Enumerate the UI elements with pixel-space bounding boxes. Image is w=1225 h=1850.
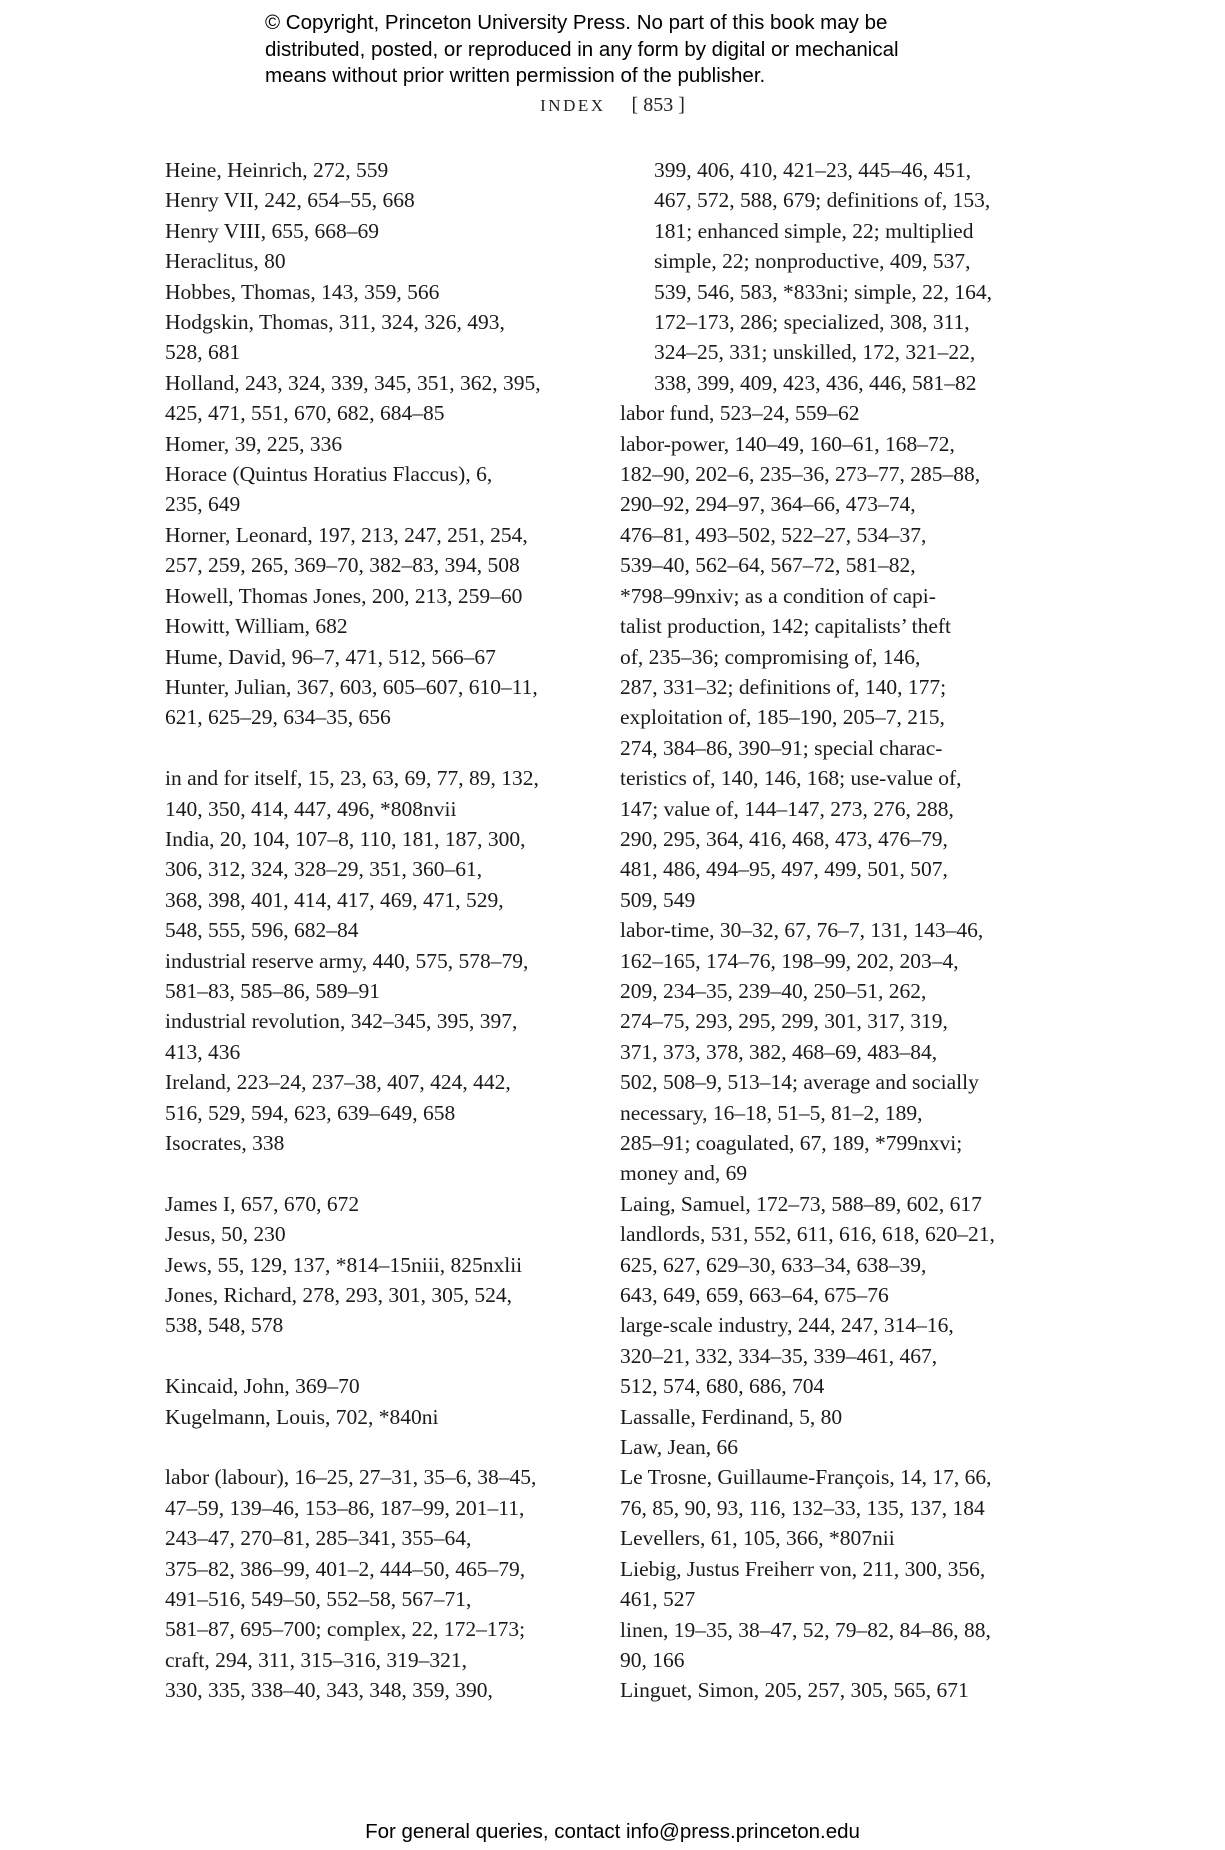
index-entry: [620, 1402, 1045, 1432]
index-entry-line: Kincaid, John, 369–70: [165, 1374, 360, 1399]
section-gap: [165, 1432, 605, 1462]
page-number: [ 853 ]: [631, 94, 685, 116]
index-entry-line: industrial revolution, 342–345, 395, 397,: [165, 1009, 518, 1034]
index-entry-line: 306, 312, 324, 328–29, 351, 360–61,: [165, 857, 483, 882]
index-entry: [165, 824, 605, 946]
index-entry: [165, 672, 605, 733]
index-entry: [165, 1067, 605, 1128]
index-entry-line: exploitation of, 185–190, 205–7, 215,: [620, 705, 945, 730]
index-entry-line: 491–516, 549–50, 552–58, 567–71,: [165, 1587, 472, 1612]
index-entry-line: 181; enhanced simple, 22; multiplied: [654, 218, 974, 243]
index-entry-line: large-scale industry, 244, 247, 314–16,: [620, 1313, 954, 1338]
index-entry-line: 621, 625–29, 634–35, 656: [165, 705, 391, 730]
index-entry-line: 481, 486, 494–95, 497, 499, 501, 507,: [620, 857, 948, 882]
index-entry-line: of, 235–36; compromising of, 146,: [620, 644, 921, 669]
index-entry: [165, 1128, 605, 1158]
index-entry-line: 368, 398, 401, 414, 417, 469, 471, 529,: [165, 887, 504, 912]
index-entry-line: labor-time, 30–32, 67, 76–7, 131, 143–46,: [620, 918, 984, 943]
index-entry-line: 476–81, 493–502, 522–27, 534–37,: [620, 522, 927, 547]
index-entry: [165, 1006, 605, 1067]
index-entry-line: Lassalle, Ferdinand, 5, 80: [620, 1404, 843, 1429]
index-entry-line: 539, 546, 583, *833ni; simple, 22, 164,: [654, 279, 993, 304]
section-label: INDEX: [540, 96, 606, 115]
index-entry-line: 285–91; coagulated, 67, 189, *799nxvi;: [620, 1131, 963, 1155]
index-entry: [165, 642, 605, 672]
index-entry-line: Jews, 55, 129, 137, *814–15niii, 825nxlii: [165, 1252, 523, 1277]
index-entry-line: Homer, 39, 225, 336: [165, 431, 343, 456]
index-entry-line: 371, 373, 378, 382, 468–69, 483–84,: [620, 1039, 938, 1064]
running-head: [0, 94, 1225, 117]
index-entry-line: 502, 508–9, 513–14; average and socially: [620, 1070, 979, 1095]
index-entry-line: 140, 350, 414, 447, 496, *808nvii: [165, 796, 457, 821]
index-entry-line: 538, 548, 578: [165, 1313, 284, 1338]
index-entry-line: 581–83, 585–86, 589–91: [165, 978, 380, 1003]
index-entry-line: landlords, 531, 552, 611, 616, 618, 620–21,: [620, 1222, 995, 1247]
index-entry: [165, 246, 605, 276]
index-entry: [165, 277, 605, 307]
index-entry-line: 209, 234–35, 239–40, 250–51, 262,: [620, 978, 927, 1003]
index-entry-line: 257, 259, 265, 369–70, 382–83, 394, 508: [165, 553, 520, 578]
index-entry-line: craft, 294, 311, 315–316, 319–321,: [165, 1647, 467, 1672]
index-entry-line: Howitt, William, 682: [165, 614, 348, 639]
index-entry-line: 76, 85, 90, 93, 116, 132–33, 135, 137, 184: [620, 1495, 985, 1520]
index-entry-line: Ireland, 223–24, 237–38, 407, 424, 442,: [165, 1070, 511, 1095]
copyright-notice: [265, 10, 1025, 90]
index-entry: [165, 1402, 605, 1432]
index-entry: [620, 1615, 1045, 1676]
index-entry-line: Liebig, Justus Freiherr von, 211, 300, 356,: [620, 1556, 986, 1581]
index-entry-line: Heine, Heinrich, 272, 559: [165, 158, 389, 182]
index-entry: [165, 1189, 605, 1219]
index-entry-line: 243–47, 270–81, 285–341, 355–64,: [165, 1526, 472, 1551]
index-entry: [165, 1219, 605, 1249]
section-gap: [165, 733, 605, 763]
index-entry: [165, 1462, 605, 1705]
index-entry-line: 287, 331–32; definitions of, 140, 177;: [620, 674, 947, 699]
index-entry: [620, 1523, 1045, 1553]
index-entry-line: 338, 399, 409, 423, 436, 446, 581–82: [654, 370, 977, 395]
index-entry: [165, 1280, 605, 1341]
index-entry-line: 399, 406, 410, 421–23, 445–46, 451,: [654, 158, 972, 182]
index-entry-line: Horace (Quintus Horatius Flaccus), 6,: [165, 462, 493, 487]
index-entry-line: 516, 529, 594, 623, 639–649, 658: [165, 1100, 456, 1125]
index-entry: [620, 1675, 1045, 1705]
index-entry-line: Hume, David, 96–7, 471, 512, 566–67: [165, 644, 496, 669]
index-entry: [620, 1432, 1045, 1462]
index-entry-line: 235, 649: [165, 492, 241, 517]
index-entry-line: 330, 335, 338–40, 343, 348, 359, 390,: [165, 1678, 493, 1703]
index-entry-line: 147; value of, 144–147, 273, 276, 288,: [620, 796, 954, 821]
index-entry-line: 324–25, 331; unskilled, 172, 321–22,: [654, 340, 976, 365]
index-entry-line: 539–40, 562–64, 567–72, 581–82,: [620, 553, 916, 578]
index-entry-line: Jesus, 50, 230: [165, 1222, 286, 1247]
index-entry-line: linen, 19–35, 38–47, 52, 79–82, 84–86, 88,: [620, 1617, 991, 1642]
index-entry: [165, 307, 605, 368]
index-entry-line: 274–75, 293, 295, 299, 301, 317, 319,: [620, 1009, 948, 1034]
index-entry-continuation: [620, 155, 1045, 398]
copyright-line: © Copyright, Princeton University Press. No part of this book may be: [265, 11, 888, 34]
index-entry: [620, 398, 1045, 428]
index-entry-line: 548, 555, 596, 682–84: [165, 918, 359, 943]
index-entry-line: 320–21, 332, 334–35, 339–461, 467,: [620, 1343, 938, 1368]
index-entry-line: in and for itself, 15, 23, 63, 69, 77, 89, 132,: [165, 766, 539, 791]
index-entry-line: 509, 549: [620, 887, 696, 912]
index-entry-line: 90, 166: [620, 1647, 685, 1672]
index-entry-line: India, 20, 104, 107–8, 110, 181, 187, 300,: [165, 826, 526, 851]
index-entry-line: money and, 69: [620, 1161, 748, 1186]
index-entry-line: labor-power, 140–49, 160–61, 168–72,: [620, 431, 955, 456]
index-entry-line: James I, 657, 670, 672: [165, 1191, 360, 1216]
index-entry-line: Hunter, Julian, 367, 603, 605–607, 610–11,: [165, 674, 538, 699]
index-entry-line: 290–92, 294–97, 364–66, 473–74,: [620, 492, 916, 517]
index-entry-line: 425, 471, 551, 670, 682, 684–85: [165, 401, 445, 426]
index-column-right: [620, 155, 1045, 1706]
index-entry-line: 162–165, 174–76, 198–99, 202, 203–4,: [620, 948, 959, 973]
index-entry: [620, 1310, 1045, 1401]
index-entry-line: 413, 436: [165, 1039, 241, 1064]
index-entry-line: 47–59, 139–46, 153–86, 187–99, 201–11,: [165, 1495, 525, 1520]
copyright-line: means without prior written permission of the publisher.: [265, 64, 766, 87]
index-entry-line: talist production, 142; capitalists’ theft: [620, 614, 951, 639]
index-column-left: [165, 155, 605, 1706]
index-entry-line: Levellers, 61, 105, 366, *807nii: [620, 1526, 895, 1551]
index-entry: [620, 1554, 1045, 1615]
index-entry-line: 467, 572, 588, 679; definitions of, 153,: [654, 188, 991, 213]
index-entry-line: 172–173, 286; specialized, 308, 311,: [654, 310, 970, 335]
index-entry: [165, 368, 605, 429]
index-entry-line: Law, Jean, 66: [620, 1435, 739, 1460]
index-entry: [165, 581, 605, 611]
index-entry-line: 528, 681: [165, 340, 241, 365]
index-entry-line: 581–87, 695–700; complex, 22, 172–173;: [165, 1617, 526, 1642]
index-entry-line: Howell, Thomas Jones, 200, 213, 259–60: [165, 583, 523, 608]
index-entry: [620, 429, 1045, 916]
footer-contact: For general queries, contact info@press.princeton.edu: [365, 1820, 860, 1843]
index-entry-line: Linguet, Simon, 205, 257, 305, 565, 671: [620, 1678, 969, 1703]
index-entry: [165, 459, 605, 520]
index-entry-line: labor fund, 523–24, 559–62: [620, 401, 860, 426]
index-entry-line: 461, 527: [620, 1587, 696, 1612]
section-gap: [165, 1341, 605, 1371]
index-entry: [620, 1189, 1045, 1219]
index-entry: [165, 520, 605, 581]
index-entry-line: Henry VII, 242, 654–55, 668: [165, 188, 415, 213]
index-entry: [165, 763, 605, 824]
index-entry-line: 290, 295, 364, 416, 468, 473, 476–79,: [620, 826, 948, 851]
index-entry: [165, 1371, 605, 1401]
index-entry-line: 182–90, 202–6, 235–36, 273–77, 285–88,: [620, 462, 981, 487]
index-entry-line: Heraclitus, 80: [165, 249, 286, 274]
index-entry-line: simple, 22; nonproductive, 409, 537,: [654, 249, 971, 274]
index-entry: [165, 1250, 605, 1280]
index-entry-line: Le Trosne, Guillaume-François, 14, 17, 66,: [620, 1465, 992, 1490]
index-entry-line: Holland, 243, 324, 339, 345, 351, 362, 395,: [165, 370, 541, 395]
index-entry-line: Isocrates, 338: [165, 1130, 285, 1155]
index-entry-line: necessary, 16–18, 51–5, 81–2, 189,: [620, 1100, 923, 1125]
index-entry-line: 643, 649, 659, 663–64, 675–76: [620, 1283, 889, 1308]
index-entry: [620, 1219, 1045, 1310]
index-entry: [620, 1462, 1045, 1523]
index-entry-line: industrial reserve army, 440, 575, 578–79,: [165, 948, 529, 973]
index-entry-line: 625, 627, 629–30, 633–34, 638–39,: [620, 1252, 927, 1277]
index-entry-line: Hobbes, Thomas, 143, 359, 566: [165, 279, 440, 304]
index-entry-line: Laing, Samuel, 172–73, 588–89, 602, 617: [620, 1191, 982, 1216]
index-entry-line: *798–99nxiv; as a condition of capi-: [620, 583, 936, 608]
index-entry-line: Henry VIII, 655, 668–69: [165, 218, 379, 243]
index-entry: [165, 946, 605, 1007]
index-entry-line: 512, 574, 680, 686, 704: [620, 1374, 825, 1399]
index-entry: [165, 611, 605, 641]
index-entry-line: Horner, Leonard, 197, 213, 247, 251, 254,: [165, 522, 528, 547]
index-entry: [620, 915, 1045, 1189]
index-entry-line: Kugelmann, Louis, 702, *840ni: [165, 1404, 439, 1429]
index-entry: [165, 429, 605, 459]
index-entry: [165, 155, 605, 185]
index-entry-line: teristics of, 140, 146, 168; use-value of,: [620, 766, 962, 791]
index-entry-line: 375–82, 386–99, 401–2, 444–50, 465–79,: [165, 1556, 526, 1581]
index-entry-line: Jones, Richard, 278, 293, 301, 305, 524,: [165, 1283, 512, 1307]
index-entry: [165, 185, 605, 215]
index-entry-line: 274, 384–86, 390–91; special charac-: [620, 735, 943, 760]
section-gap: [165, 1158, 605, 1188]
index-entry-line: labor (labour), 16–25, 27–31, 35–6, 38–45,: [165, 1465, 537, 1490]
copyright-line: distributed, posted, or reproduced in any form by digital or mechanical: [265, 37, 899, 61]
index-entry-line: Hodgskin, Thomas, 311, 324, 326, 493,: [165, 310, 505, 335]
index-entry: [165, 216, 605, 246]
